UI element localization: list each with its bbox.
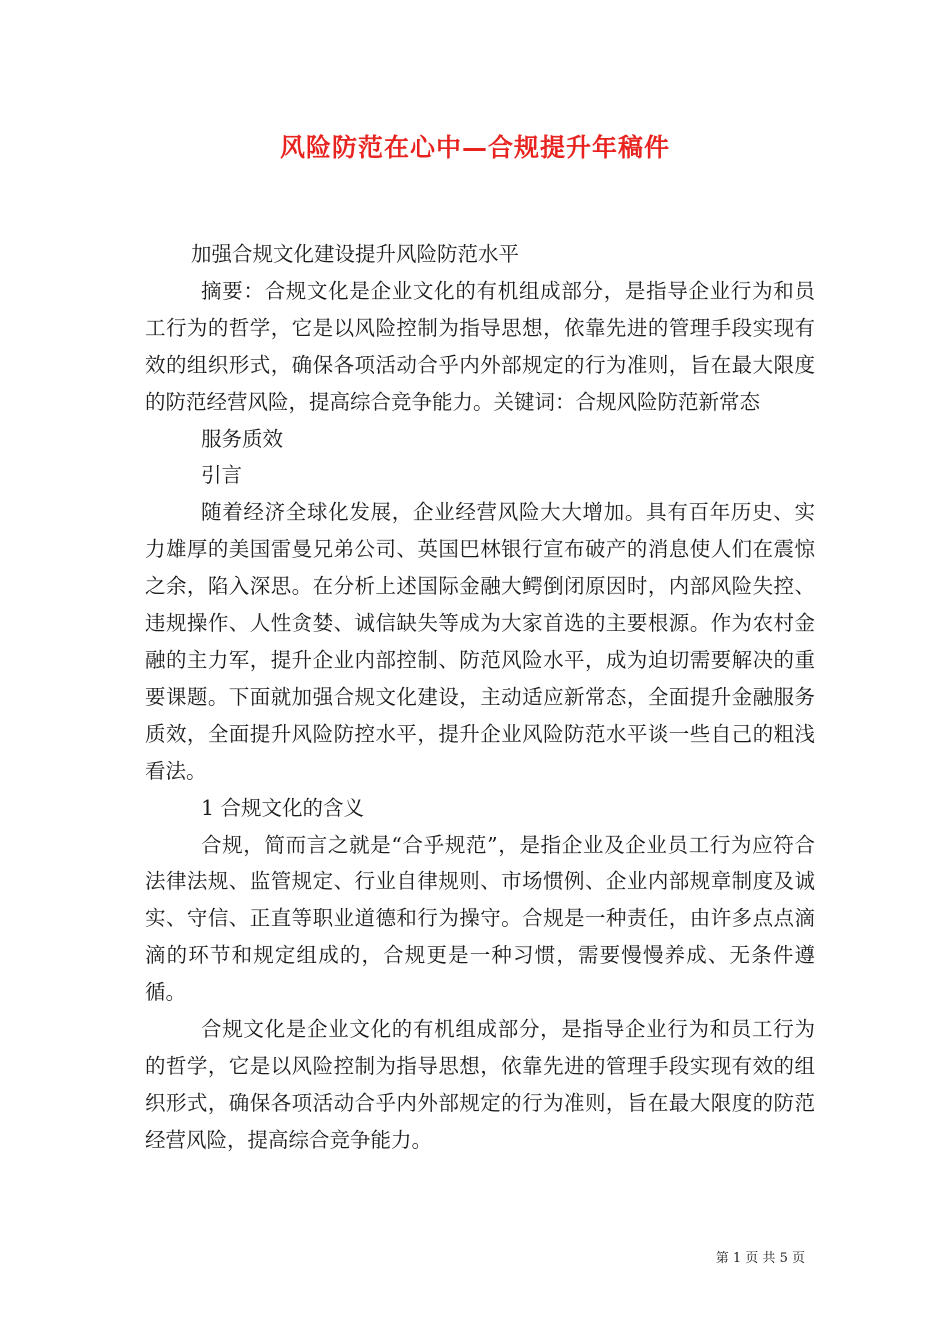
footer-current-page: 1 <box>732 1251 742 1266</box>
body-paragraph: 合规文化是企业文化的有机组成部分，是指导企业行为和员工行为的哲学，它是以风险控制为指导思想，依靠先进的管理手段实现有效的组织形式，确保各项活动合乎内外部规定的行为准则，旨在最大限度的防范经营风险，提高综合竞争能力。 <box>145 1017 815 1152</box>
subtitle-paragraph: 加强合规文化建设提升风险防范水平 <box>191 242 519 266</box>
footer-prefix: 第 <box>715 1251 729 1266</box>
section-heading-1: 1 合规文化的含义 <box>201 795 365 820</box>
keyword-line: 服务质效 <box>201 426 283 451</box>
page-footer <box>716 1247 805 1266</box>
footer-middle: 页 共 <box>745 1251 776 1266</box>
introduction-paragraph: 随着经济全球化发展，企业经营风险大大增加。具有百年历史、实力雄厚的美国雷曼兄弟公司、英国巴林银行宣布破产的消息使人们在震惊之余，陷入深思。在分析上述国际金融大鳄倒闭原因时，内部风险失控、违规操作、人性贪婪、诚信缺失等成为大家首选的主要根源。作为农村金融的主力军，提升企业内部控制、防范风险水平，成为迫切需要解决的重要课题。下面就加强合规文化建设，主动适应新常态，全面提升金融服务质效，全面提升风险防控水平，提升企业风险防范水平谈一些自己的粗浅看法。 <box>145 500 815 783</box>
document-body <box>145 236 815 1159</box>
section-heading-introduction: 引言 <box>201 463 242 488</box>
body-paragraph: 合规，简而言之就是“合乎规范”，是指企业及企业员工行为应符合法律法规、监管规定、行业自律规则、市场惯例、企业内部规章制度及诚实、守信、正直等职业道德和行为操守。合规是一种责任，由许多点点滴滴的环节和规定组成的，合规更是一种习惯，需要慢慢养成、无条件遵循。 <box>145 832 815 1005</box>
footer-total-pages: 5 <box>779 1251 788 1266</box>
abstract-paragraph: 摘要：合规文化是企业文化的有机组成部分，是指导企业行为和员工行为的哲学，它是以风险控制为指导思想，依靠先进的管理手段实现有效的组织形式，确保各项活动合乎内外部规定的行为准则，旨在最大限度的防范经营风险，提高综合竞争能力。关键词：合规风险防范新常态 <box>145 278 815 414</box>
footer-suffix: 页 <box>791 1251 805 1266</box>
document-title: 风险防范在心中—合规提升年稿件 <box>279 133 670 162</box>
